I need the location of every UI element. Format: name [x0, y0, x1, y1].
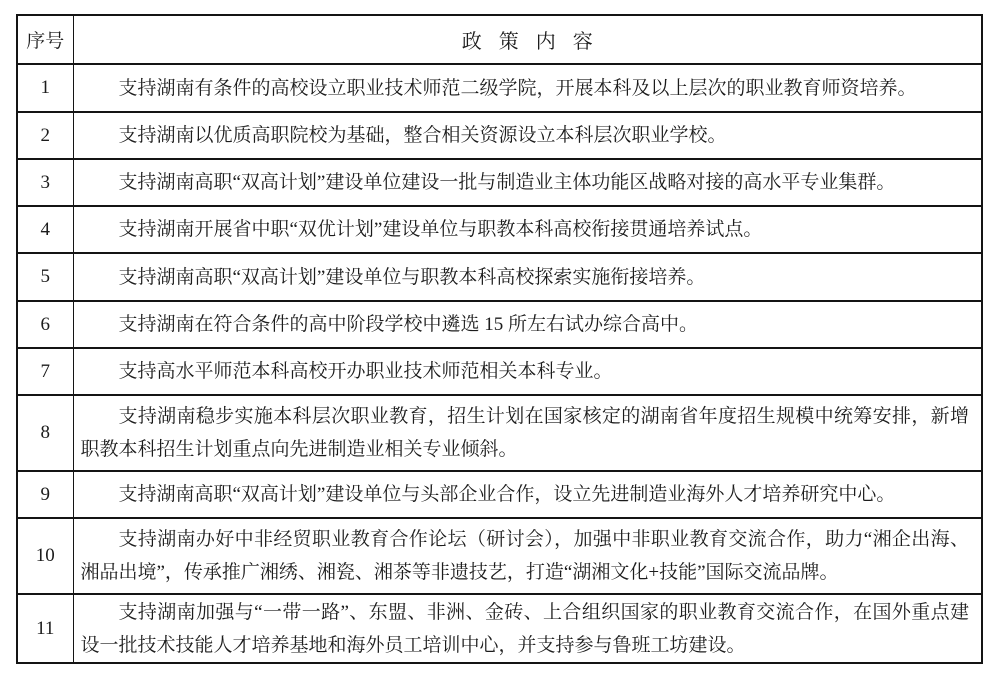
- row-content-cell: [73, 64, 982, 112]
- row-content-cell: [73, 348, 982, 395]
- policy-text: 支持高水平师范本科高校开办职业技术师范相关本科专业。: [118, 361, 613, 382]
- policy-text: 支持湖南稳步实施本科层次职业教育，招生计划在国家核定的湖南省年度招生规模中统筹安排，新增职教本科招生计划重点向先进制造业相关专业倾斜。: [80, 406, 969, 460]
- policy-text: 支持湖南开展省中职“双优计划”建设单位与职教本科高校衔接贯通培养试点。: [118, 219, 763, 240]
- policy-text: 支持湖南办好中非经贸职业教育合作论坛（研讨会），加强中非职业教育交流合作，助力“湘企出海、湘品出境”，传承推广湘绣、湘瓷、湘茶等非遗技艺，打造“湖湘文化+技能”国际交流品牌。: [80, 529, 969, 583]
- table-row: [17, 594, 982, 663]
- table-row: [17, 159, 982, 206]
- table-row: [17, 112, 982, 159]
- row-content-cell: [73, 395, 982, 471]
- policy-text: 支持湖南加强与“一带一路”、东盟、非洲、金砖、上合组织国家的职业教育交流合作，在国外重点建设一批技术技能人才培养基地和海外员工培训中心，并支持参与鲁班工坊建设。: [80, 601, 969, 656]
- row-content-cell: [73, 594, 982, 663]
- policy-text: 支持湖南以优质高职院校为基础，整合相关资源设立本科层次职业学校。: [118, 125, 727, 146]
- table-row: [17, 518, 982, 594]
- table-row: [17, 64, 982, 112]
- row-content-cell: [73, 253, 982, 301]
- row-number: 4: [17, 206, 73, 253]
- policy-text: 支持湖南有条件的高校设立职业技术师范二级学院，开展本科及以上层次的职业教育师资培养。: [118, 77, 917, 99]
- row-number: 6: [17, 301, 73, 348]
- policy-table: [16, 14, 983, 664]
- row-number: 11: [17, 594, 73, 663]
- row-number: 1: [17, 64, 73, 112]
- policy-text: 支持湖南高职“双高计划”建设单位建设一批与制造业主体功能区战略对接的高水平专业集群。: [118, 172, 896, 193]
- row-number: 2: [17, 112, 73, 159]
- row-number: 9: [17, 471, 73, 518]
- table-row: [17, 206, 982, 253]
- table-row: [17, 301, 982, 348]
- header-index-label: 序号: [17, 15, 73, 64]
- row-number: 5: [17, 253, 73, 301]
- table-row: [17, 348, 982, 395]
- row-content-cell: [73, 159, 982, 206]
- header-content-label: 政策内容: [73, 15, 982, 64]
- row-content-cell: [73, 206, 982, 253]
- table-row: [17, 471, 982, 518]
- row-content-cell: [73, 518, 982, 594]
- row-content-cell: [73, 471, 982, 518]
- table-header-row: [17, 15, 982, 64]
- row-number: 10: [17, 518, 73, 594]
- row-content-cell: [73, 301, 982, 348]
- policy-text: 支持湖南高职“双高计划”建设单位与职教本科高校探索实施衔接培养。: [118, 266, 706, 288]
- policy-text: 支持湖南在符合条件的高中阶段学校中遴选 15 所左右试办综合高中。: [118, 314, 699, 335]
- row-number: 8: [17, 395, 73, 471]
- row-number: 7: [17, 348, 73, 395]
- policy-text: 支持湖南高职“双高计划”建设单位与头部企业合作，设立先进制造业海外人才培养研究中心。: [118, 484, 896, 505]
- row-content-cell: [73, 112, 982, 159]
- table-row: [17, 395, 982, 471]
- row-number: 3: [17, 159, 73, 206]
- table-row: [17, 253, 982, 301]
